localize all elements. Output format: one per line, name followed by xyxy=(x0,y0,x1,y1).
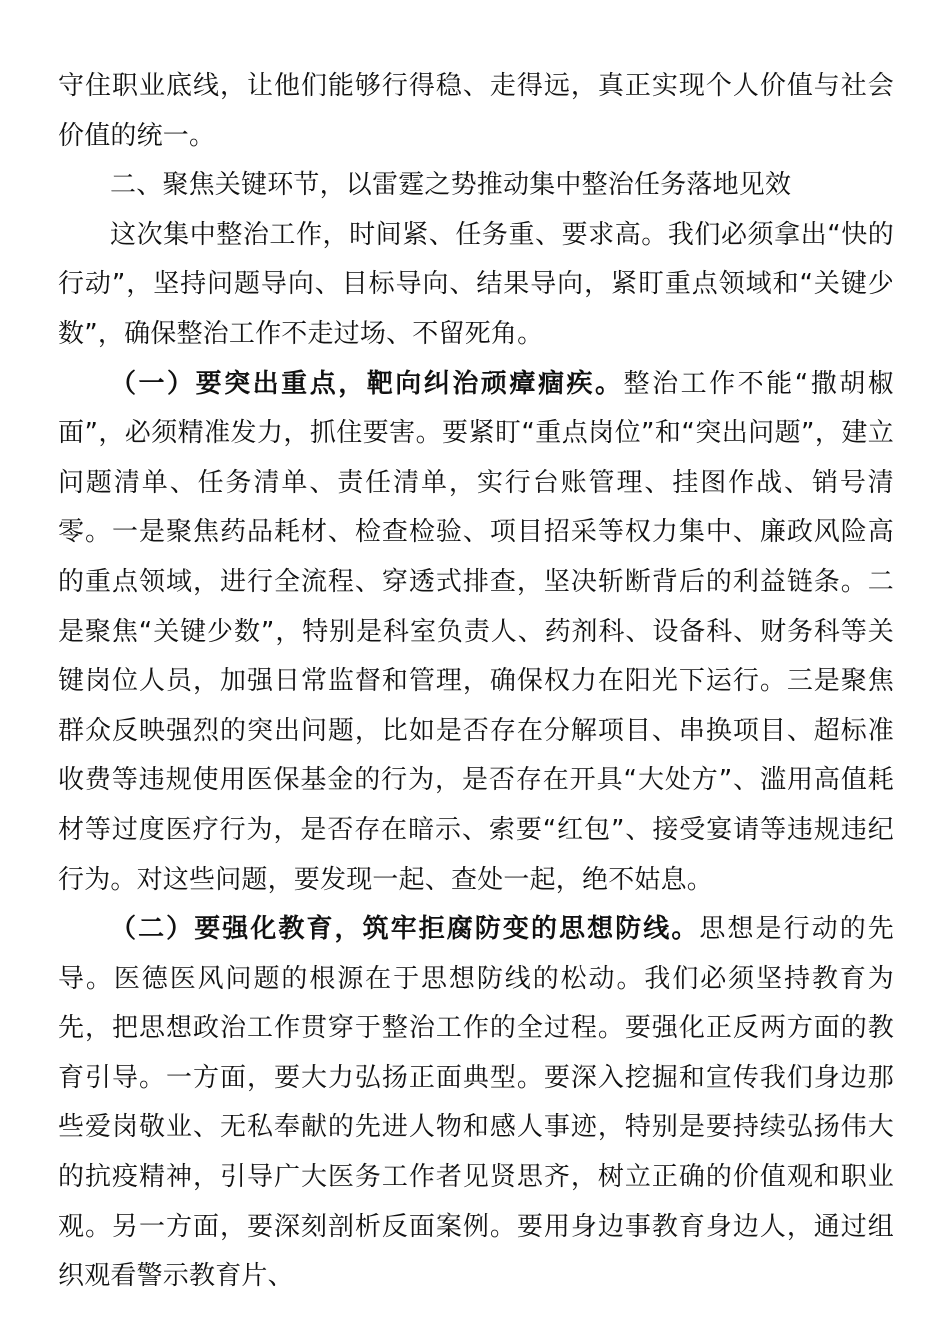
section-heading xyxy=(58,161,894,211)
paragraph-point-one xyxy=(58,360,894,906)
paragraph-intro xyxy=(58,211,894,360)
paragraph-point-two xyxy=(58,905,894,1302)
paragraph-text: 守住职业底线，让他们能够行得稳、走得远，真正实现个人价值与社会价值的统一。 xyxy=(58,71,894,151)
document-page xyxy=(58,62,894,1302)
paragraph-continuation xyxy=(58,62,894,161)
point-two-text: 思想是行动的先导。医德医风问题的根源在于思想防线的松动。我们必须坚持教育为先，把思想政治工作贯穿于整治工作的全过程。要强化正反两方面的教育引导。一方面，要大力弘扬正面典型。要深入挖掘和宣传我们身边那些爱岗敬业、无私奉献的先进人物和感人事迹，特别是要持续弘扬伟大的抗疫精神，引导广大医务工作者见贤思齐，树立正确的价值观和职业观。另一方面，要深刻剖析反面案例。要用身边事教育身边人，通过组织观看警示教育片、 xyxy=(58,914,895,1292)
section-heading-text: 二、聚焦关键环节，以雷霆之势推动集中整治任务落地见效 xyxy=(110,170,792,201)
point-one-text: 整治工作不能“撒胡椒面”，必须精准发力，抓住要害。要紧盯“重点岗位”和“突出问题”，建立问题清单、任务清单、责任清单，实行台账管理、挂图作战、销号清零。一是聚焦药品耗材、检查检验、项目招采等权力集中、廉政风险高的重点领域，进行全流程、穿透式排查，坚决斩断背后的利益链条。二是聚焦“关键少数”，特别是科室负责人、药剂科、设备科、财务科等关键岗位人员，加强日常监督和管理，确保权力在阳光下运行。三是聚焦群众反映强烈的突出问题，比如是否存在分解项目、串换项目、超标准收费等违规使用医保基金的行为，是否存在开具“大处方”、滥用高值耗材等过度医疗行为，是否存在暗示、索要“红包”、接受宴请等违规违纪行为。对这些问题，要发现一起、查处一起，绝不姑息。 xyxy=(58,368,894,895)
point-one-lead: （一）要突出重点，靶向纠治顽瘴痼疾。 xyxy=(110,368,624,399)
point-two-lead: （二）要强化教育，筑牢拒腐防变的思想防线。 xyxy=(110,914,700,945)
paragraph-text: 这次集中整治工作，时间紧、任务重、要求高。我们必须拿出“快的行动”，坚持问题导向、目标导向、结果导向，紧盯重点领域和“关键少数”，确保整治工作不走过场、不留死角。 xyxy=(58,219,894,349)
